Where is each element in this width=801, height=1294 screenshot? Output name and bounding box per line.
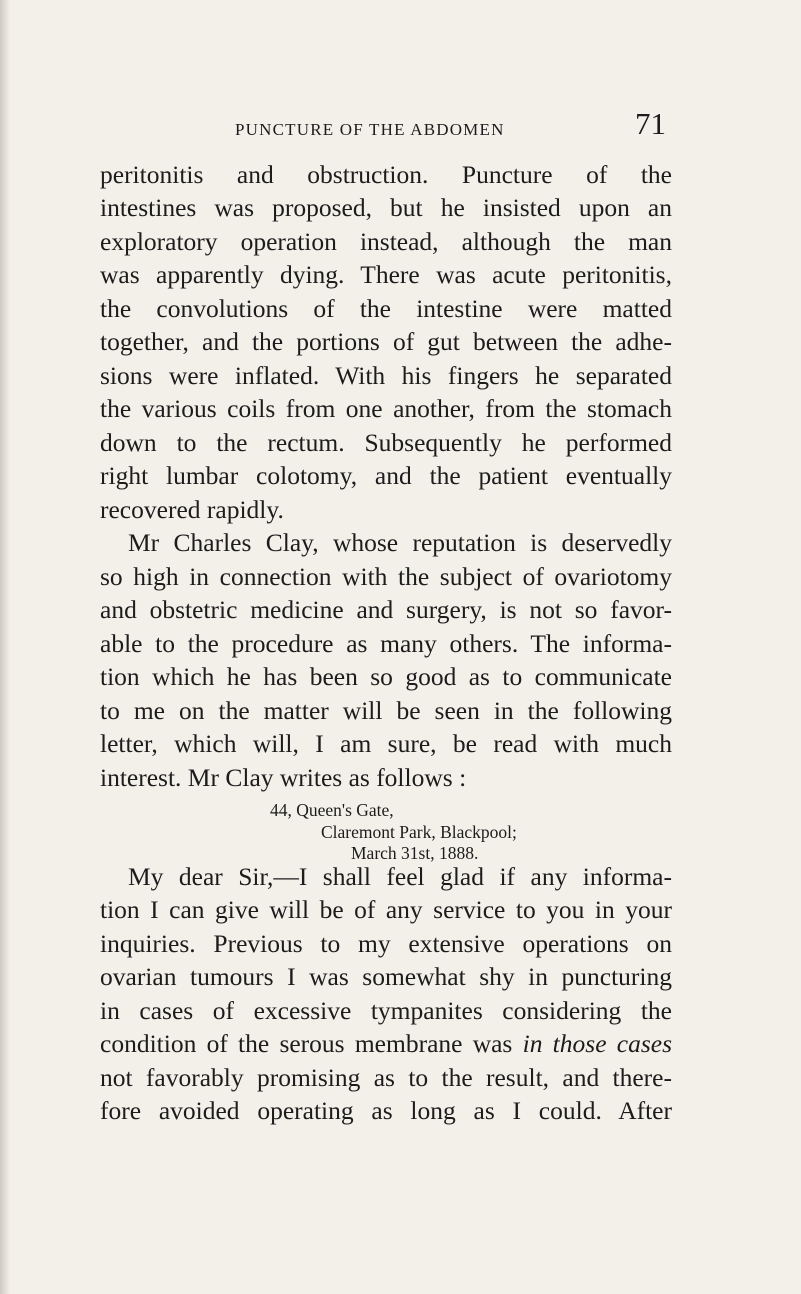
text-line: interest. Mr Clay writes as follows :	[100, 763, 467, 792]
text-line: the various coils from one another, from the stomach	[100, 394, 672, 423]
text-line: to me on the matter will be seen in the following	[100, 696, 672, 725]
text-line: letter, which will, I am sure, be read with much	[100, 729, 672, 758]
text-line: ovarian tumours I was somewhat shy in puncturing	[100, 962, 672, 991]
text-line: was apparently dying. There was acute peritonitis,	[100, 260, 672, 289]
page-edge-shadow	[0, 0, 10, 1294]
text-line: so high in connection with the subject of ovariotomy	[100, 562, 672, 591]
text-line: Mr Charles Clay, whose reputation is deservedly	[128, 528, 672, 557]
text-line: the convolutions of the intestine were matted	[100, 294, 672, 323]
text-line: exploratory operation instead, although the man	[100, 227, 672, 256]
text-line: tion I can give will be of any service to you in your	[100, 895, 672, 924]
text-line: peritonitis and obstruction. Puncture of the	[100, 160, 672, 189]
text-line: right lumbar colotomy, and the patient eventually	[100, 461, 672, 490]
text-line: My dear Sir,—I shall feel glad if any informa-	[128, 862, 672, 891]
address-line: Claremont Park, Blackpool;	[321, 822, 517, 842]
running-head	[100, 106, 672, 142]
text-line: inquiries. Previous to my extensive operations on	[100, 929, 672, 958]
text-line: intestines was proposed, but he insisted upon an	[100, 193, 672, 222]
text-line: tion which he has been so good as to communicate	[100, 662, 672, 691]
address-line: 44, Queen's Gate,	[270, 800, 394, 820]
text-line: together, and the portions of gut between the adhe-	[100, 327, 672, 356]
text-line: and obstetric medicine and surgery, is not so favor-	[100, 595, 672, 624]
italic-text: in those cases	[522, 1029, 672, 1058]
text-line: sions were inflated. With his fingers he separated	[100, 361, 672, 390]
page-number: 71	[635, 106, 666, 141]
text-line: in cases of excessive tympanites considering the	[100, 996, 672, 1025]
text-line: down to the rectum. Subsequently he performed	[100, 428, 672, 457]
text-line	[100, 1029, 672, 1059]
text-line: not favorably promising as to the result, and there-	[100, 1063, 672, 1092]
text-run: condition of the serous membrane was	[100, 1029, 523, 1058]
text-line: able to the procedure as many others. The informa-	[100, 629, 672, 658]
date-line: March 31st, 1888.	[351, 843, 479, 863]
text-line: fore avoided operating as long as I could. After	[100, 1096, 672, 1125]
running-title: PUNCTURE OF THE ABDOMEN	[235, 120, 505, 139]
text-line: recovered rapidly.	[100, 495, 284, 524]
